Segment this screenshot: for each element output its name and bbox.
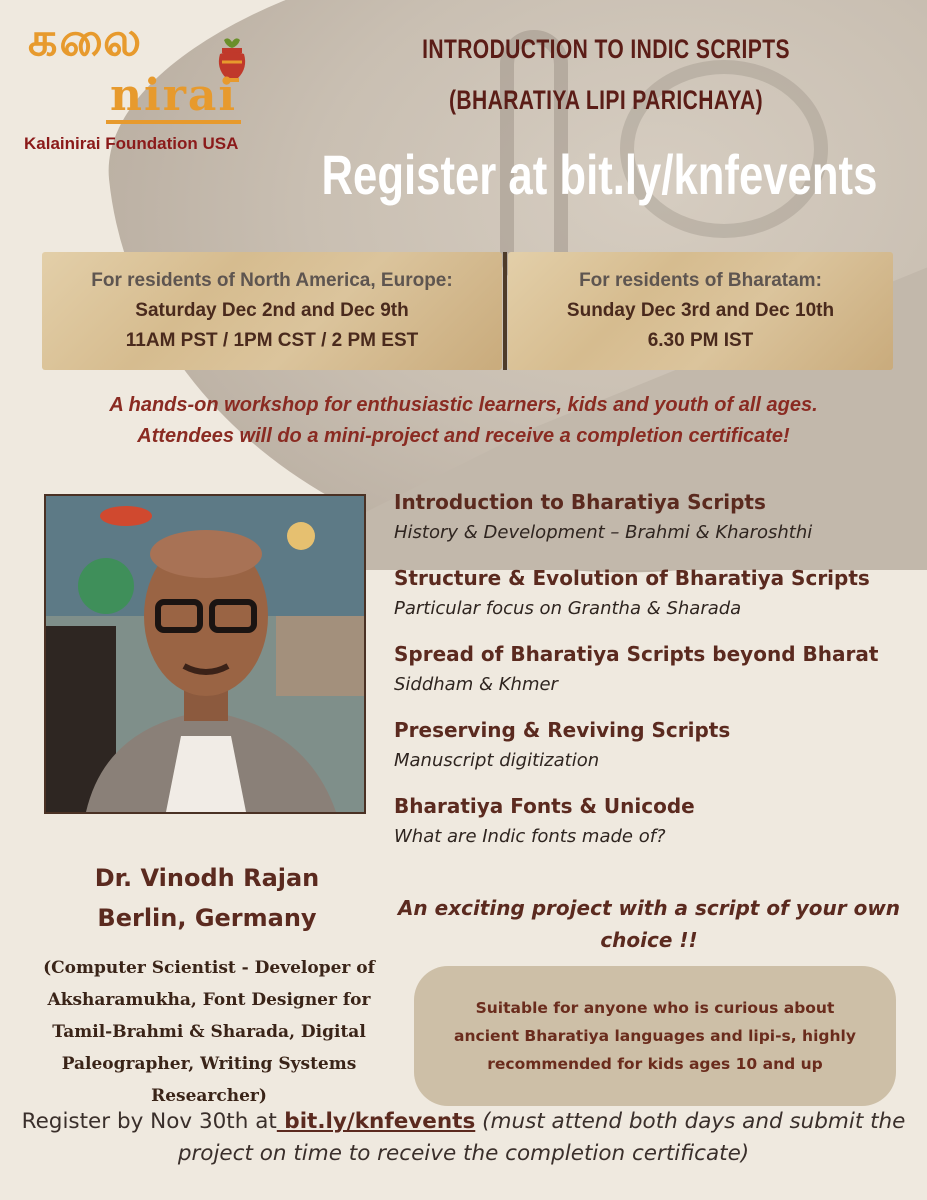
topic-item	[394, 714, 914, 776]
topic-title: Structure & Evolution of Bharatiya Scripts	[394, 566, 870, 590]
topic-item	[394, 638, 914, 700]
page-subtitle: (BHARATIYA LIPI PARICHAYA)	[449, 85, 763, 115]
register-banner: Register at bit.ly/knfevents	[321, 143, 878, 206]
topic-title: Preserving & Reviving Scripts	[394, 718, 731, 742]
speaker-name: Dr. Vinodh Rajan	[94, 864, 320, 892]
topic-item	[394, 486, 914, 548]
schedule-north-america-europe	[42, 252, 502, 370]
workshop-tagline	[20, 390, 907, 452]
schedule-time: 11AM PST / 1PM CST / 2 PM EST	[125, 330, 419, 351]
schedule-divider	[503, 252, 507, 370]
logo-tamil-text: கலை	[28, 12, 144, 66]
topic-title: Bharatiya Fonts & Unicode	[394, 794, 695, 818]
topic-title: Spread of Bharatiya Scripts beyond Bharat	[394, 642, 879, 666]
suitability-box	[414, 966, 896, 1106]
schedule-dates: Sunday Dec 3rd and Dec 10th	[566, 300, 835, 321]
speaker-location: Berlin, Germany	[97, 904, 317, 932]
topic-item	[394, 562, 914, 624]
schedule-time: 6.30 PM IST	[647, 330, 754, 351]
suitability-text: Suitable for anyone who is curious about ancient Bharatiya languages and lipi-s, highly recommended for kids ages 10 and up	[454, 999, 856, 1073]
topic-subtitle: What are Indic fonts made of?	[394, 826, 666, 847]
topic-item	[394, 790, 914, 852]
schedule-audience: For residents of North America, Europe:	[91, 270, 453, 291]
topic-subtitle: History & Development – Brahmi & Kharoshthi	[394, 522, 813, 543]
schedule-bharatam	[508, 252, 893, 370]
topic-subtitle: Particular focus on Grantha & Sharada	[394, 598, 742, 619]
tagline-line: A hands-on workshop for enthusiastic learners, kids and youth of all ages.	[109, 394, 818, 416]
speaker-info	[40, 858, 374, 938]
logo	[24, 12, 274, 162]
footer-note: (must attend both days and submit the project on time to receive the completion certificate)	[177, 1109, 906, 1166]
speaker-photo	[44, 494, 366, 814]
project-callout: An exciting project with a script of your own choice !!	[397, 896, 901, 952]
topic-title: Introduction to Bharatiya Scripts	[394, 490, 766, 514]
footer-prefix: Register by Nov 30th at	[21, 1109, 277, 1134]
tagline-line: Attendees will do a mini-project and receive a completion certificate!	[137, 425, 790, 447]
speaker-bio: (Computer Scientist - Developer of Aksharamukha, Font Designer for Tamil-Brahmi & Sharada, Digital Paleographer, Writing Systems Researcher)	[43, 958, 375, 1106]
schedule-dates: Saturday Dec 2nd and Dec 9th	[135, 300, 409, 321]
page-title: INTRODUCTION TO INDIC SCRIPTS	[422, 34, 790, 64]
registration-link[interactable]: bit.ly/knfevents	[276, 1109, 476, 1134]
organization-name: Kalainirai Foundation USA	[24, 134, 239, 153]
logo-nirai-text: nirai	[106, 74, 241, 124]
topic-subtitle: Siddham & Khmer	[394, 674, 558, 695]
topic-subtitle: Manuscript digitization	[394, 750, 600, 771]
footer-registration	[20, 1106, 907, 1170]
topic-list	[394, 486, 914, 866]
schedule-audience: For residents of Bharatam:	[579, 270, 822, 291]
